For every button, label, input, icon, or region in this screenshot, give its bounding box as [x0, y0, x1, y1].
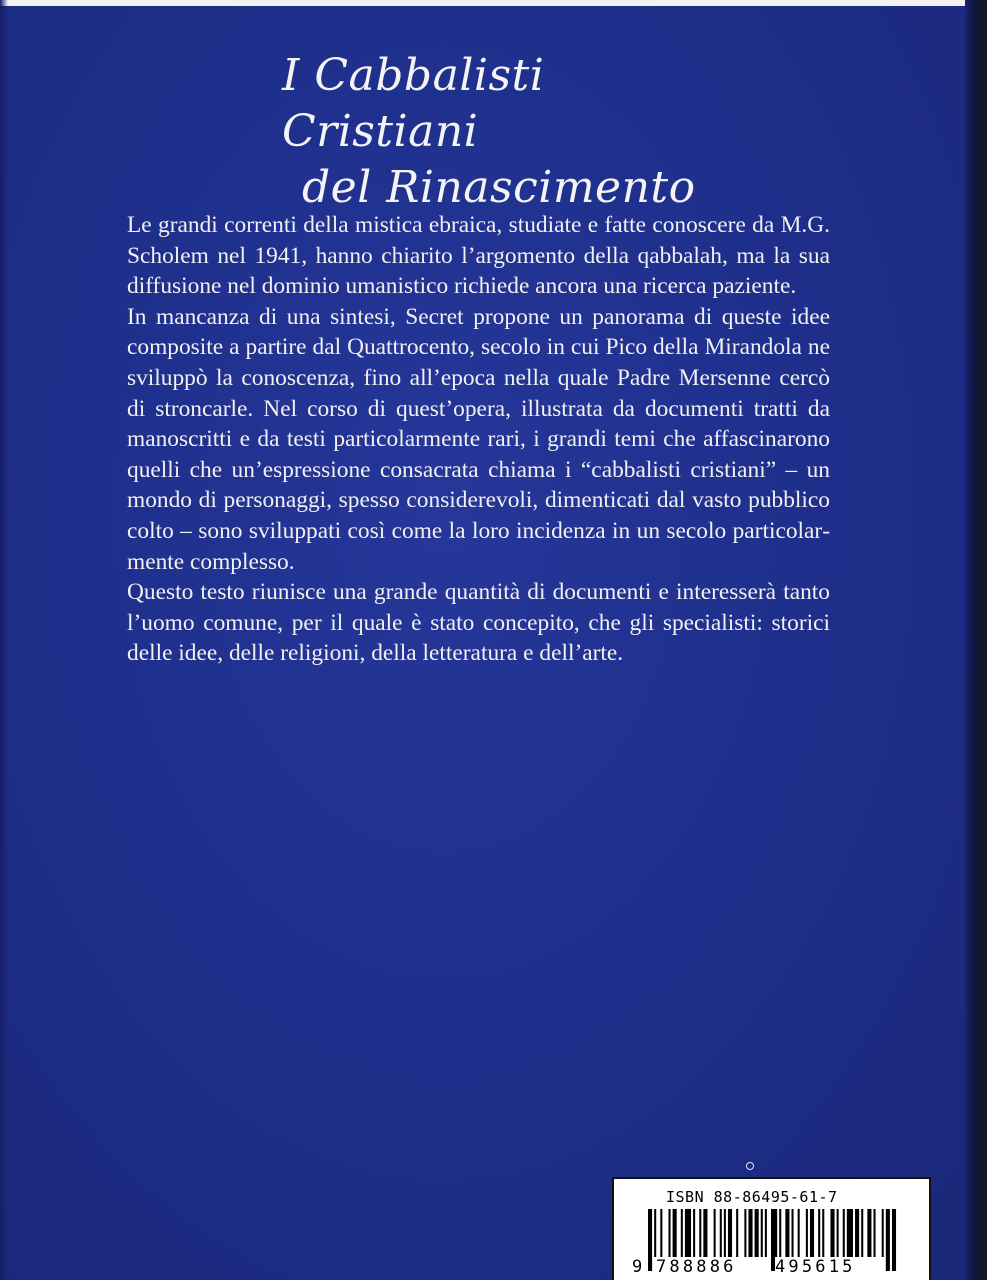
barcode-bar	[798, 1209, 800, 1257]
barcode-label	[612, 1177, 931, 1280]
barcode-bar	[847, 1209, 853, 1257]
barcode-bar	[855, 1209, 859, 1257]
barcode-bar	[736, 1209, 738, 1257]
barcode-bar	[806, 1209, 808, 1257]
barcode-bar	[728, 1209, 732, 1257]
barcode-bar	[843, 1209, 845, 1257]
barcode-bar	[685, 1209, 691, 1257]
isbn-number: ISBN 88-86495-61-7	[666, 1188, 838, 1206]
ean-right-digits: 495615	[775, 1257, 883, 1277]
book-title-line-1: I Cabbalisti Cristiani	[282, 50, 545, 157]
barcode-bar	[779, 1209, 781, 1257]
back-cover-blurb	[127, 210, 830, 669]
barcode-bar	[874, 1209, 876, 1257]
barcode-bar	[669, 1209, 671, 1257]
barcode-bar	[785, 1209, 789, 1257]
barcode-bar	[792, 1209, 794, 1257]
barcode-bar	[755, 1209, 759, 1257]
barcode-bar	[892, 1209, 896, 1271]
barcode-bar	[654, 1209, 656, 1257]
barcode-bar	[699, 1209, 701, 1257]
barcode-bar	[744, 1209, 746, 1257]
barcode-bar	[822, 1209, 824, 1257]
barcode-bar	[724, 1209, 726, 1257]
barcode-bar	[714, 1209, 716, 1257]
barcode-bar	[693, 1209, 695, 1257]
barcode-bar	[720, 1209, 722, 1257]
blurb-paragraph-3: Questo testo riunisce una grande quantità di documenti e interesserà tanto l’uomo comune, per il quale è stato concepito, che gli specialisti: storici delle idee, delle religioni, della letteratura e dell’arte.	[127, 579, 830, 667]
barcode-bar	[830, 1209, 834, 1257]
barcode-bar	[861, 1209, 863, 1257]
ean-left-digits: 788886	[656, 1257, 764, 1277]
barcode-bar	[761, 1209, 763, 1257]
barcode-bar	[886, 1209, 890, 1271]
barcode-bar	[660, 1209, 662, 1257]
book-title	[240, 48, 740, 216]
cover-right-edge	[965, 0, 987, 1280]
barcode-bar	[703, 1209, 707, 1257]
barcode-bar	[882, 1209, 884, 1257]
barcode-bar	[867, 1209, 871, 1257]
barcode-bar	[681, 1209, 683, 1257]
barcode-bar	[818, 1209, 820, 1257]
barcode-bar	[837, 1209, 839, 1257]
small-circle-mark	[746, 1162, 754, 1170]
barcode-bar	[765, 1209, 767, 1257]
barcode-bar	[648, 1209, 652, 1271]
blurb-paragraph-2: In mancanza di una sintesi, Secret propone un panorama di queste idee composite a partire dal Quattrocento, secolo in cui Pico della Mirandola ne sviluppò la conoscenza, fino all’epoca nella quale Padre Mersenne cercò di stroncarle. Nel corso di quest’opera, illustrata da documenti tratti da manoscritti e da testi particolarmente rari, i grandi temi che affascinarono quelli che un’espressione consacrata chiama i “cabbalisti cristiani” – un mondo di personaggi, spesso considerevoli, dimenticati dal vasto pubblico colto – sono sviluppati così come la loro incidenza in un secolo particolarmente complesso.	[127, 303, 830, 575]
book-title-line-2: del Rinascimento	[302, 162, 696, 213]
barcode-bar	[673, 1209, 677, 1257]
ean-first-digit: 9	[632, 1257, 643, 1277]
blurb-paragraph-1: Le grandi correnti della mistica ebraica, studiate e fatte conoscere da M.G. Scholem nel 1941, hanno chiarito l’argomento della qabbalah, ma la sua diffusione nel dominio umanistico richiede ancora una ricerca paziente.	[127, 212, 830, 300]
cover-top-edge	[0, 0, 987, 6]
cover-left-shade	[0, 0, 8, 1280]
barcode-bar	[748, 1209, 752, 1257]
barcode-bar	[810, 1209, 814, 1257]
